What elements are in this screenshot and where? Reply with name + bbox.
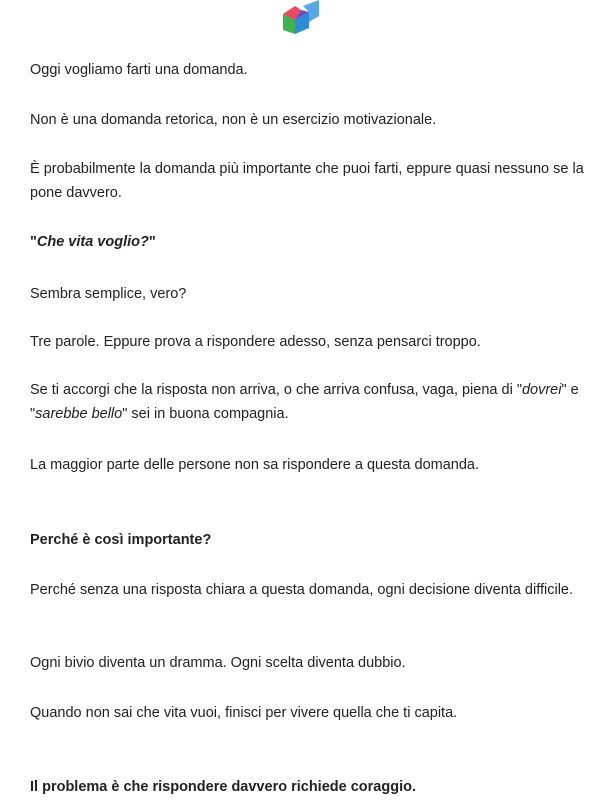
heading-courage: Il problema è che rispondere davvero richiede coraggio. [30, 779, 416, 795]
heading-why-important: Perché è così importante? [30, 532, 212, 548]
paragraph-intro: Oggi vogliamo farti una domanda. [30, 62, 248, 78]
brand-logo-icon [279, 0, 323, 36]
paragraph-seems-simple: Sembra semplice, vero? [30, 286, 187, 302]
paragraph-answer-confused: Se ti accorgi che la risposta non arriva, o che arriva confusa, vaga, piena di "dovrei" e "sarebbe bello" sei in buona compagnia. [30, 382, 579, 422]
paragraph-crossroads: Ogni bivio diventa un dramma. Ogni scelta diventa dubbio. [30, 655, 406, 671]
paragraph-most-important: È probabilmente la domanda più importante che puoi farti, eppure quasi nessuno se la pone davvero. [30, 161, 584, 201]
paragraph-decisions: Perché senza una risposta chiara a questa domanda, ogni decisione diventa difficile. [30, 582, 574, 598]
paragraph-life-happens: Quando non sai che vita vuoi, finisci per vivere quella che ti capita. [30, 705, 458, 721]
paragraph-most-people: La maggior parte delle persone non sa rispondere a questa domanda. [30, 457, 479, 473]
key-question: "Che vita voglio?" [30, 234, 156, 250]
paragraph-three-words: Tre parole. Eppure prova a rispondere adesso, senza pensarci troppo. [30, 334, 481, 350]
paragraph-not-rhetorical: Non è una domanda retorica, non è un esercizio motivazionale. [30, 112, 437, 128]
